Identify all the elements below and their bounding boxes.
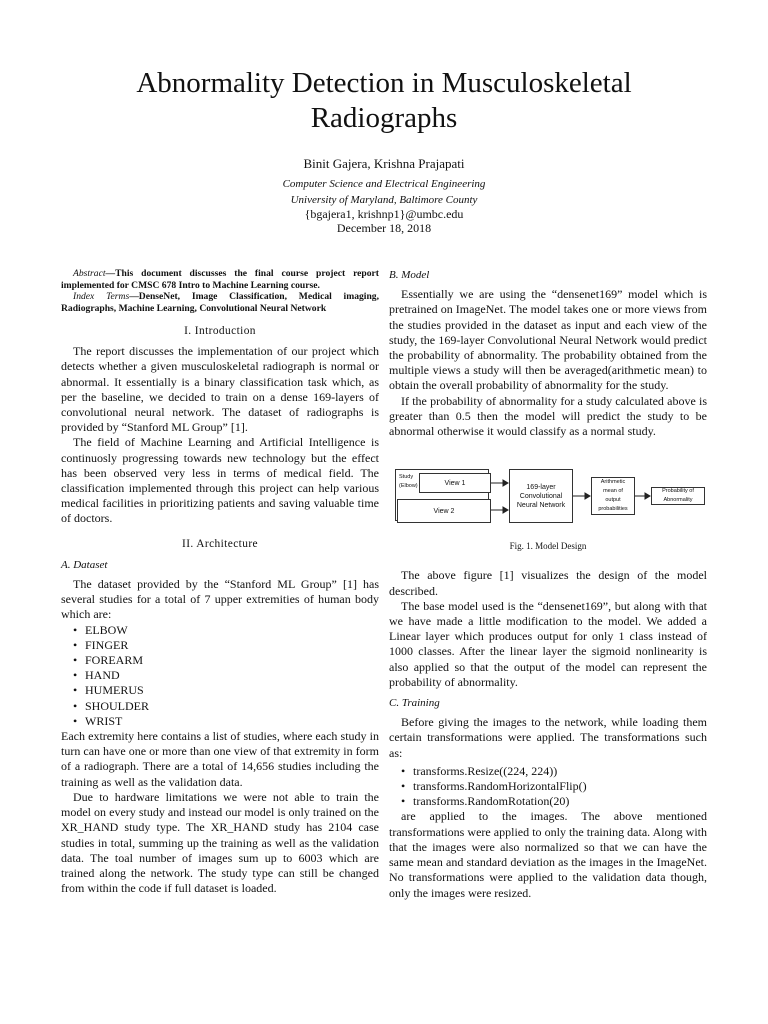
view1-box: View 1 — [419, 473, 491, 493]
paragraph: Due to hardware limitations we were not able to train the model on every study and instead our model is only trained on the XR_HAND study type. The XR_HAND study has 2104 case studies in total, summing up the training as well as the validation data. The toal number of images sum up to 6003 which are trained along the network. The study type can still be changed from within the code if full dataset is loaded. — [61, 789, 379, 896]
affiliation-line: University of Maryland, Baltimore County — [290, 194, 478, 206]
paragraph: Each extremity here contains a list of studies, where each study in turn can have one or more than one view of that extremity in form of a radiograph. There are a total of 14,656 studies including the training as well as the validation data. — [61, 729, 379, 789]
view2-box: View 2 — [397, 499, 491, 523]
paragraph: The field of Machine Learning and Artificial Intelligence is continuosly progressing towards new technology but the effect has been observed very less in terms of medical field. The classification implemented through this project can help various medical facilities in prioritizing patients and saving valuable time of doctors. — [61, 435, 379, 526]
list-item: • HUMERUS — [85, 683, 379, 698]
abstract-text: —This document discusses the final course project report implemented for CMSC 678 Intro to Machine Learning course. — [61, 268, 379, 291]
abstract-label: Abstract — [73, 268, 106, 279]
paper-title: Abnormality Detection in Musculoskeletal Radiographs — [136, 67, 632, 134]
list-item: • SHOULDER — [85, 699, 379, 714]
date: December 18, 2018 — [336, 221, 432, 235]
figure-caption: Fig. 1. Model Design — [509, 541, 587, 552]
index-terms-label: Index Terms — [73, 291, 130, 302]
subsection-heading: B. Model — [389, 269, 430, 281]
list-item: • HAND — [85, 668, 379, 683]
paragraph: Essentially we are using the “densenet169” model which is pretrained on ImageNet. The model takes one or more views from the studies provided in the dataset as input and each view of the study, the 169-layer Convolutional Neural Network would predict the probability of abnormality. The probability obtained from the multiple views a study will then be averaged(arithmetic mean) to obtain the overall probability of abnormality for the study. — [389, 287, 707, 393]
paragraph: If the probability of abnormality for a study calculated above is greater than 0.5 then the model will predict the study to be abnormal otherwise it would classify as a normal study. — [389, 393, 707, 439]
section-heading: II. Architecture — [182, 537, 258, 550]
index-terms — [61, 291, 379, 314]
probability-box: Probability of Abnormality — [651, 487, 705, 505]
model-design-figure — [389, 465, 707, 527]
subsection-heading: C. Training — [389, 697, 440, 710]
paragraph: The dataset provided by the “Stanford ML Group” [1] has several studies for a total of 7 upper extremities of human body which are: — [61, 577, 379, 622]
list-item: • transforms.RandomHorizontalFlip() — [413, 779, 707, 794]
section-heading: I. Introduction — [184, 325, 256, 337]
subsection-heading: A. Dataset — [61, 558, 108, 571]
list-item: • FINGER — [85, 638, 379, 653]
list-item: • ELBOW — [85, 623, 379, 638]
cnn-box: 169-layer Convolutional Neural Network — [509, 469, 573, 523]
affiliation-line: Computer Science and Electrical Engineering — [282, 178, 486, 190]
paragraph: The above figure [1] visualizes the design of the model described. — [389, 568, 707, 598]
list-item: • transforms.RandomRotation(20) — [413, 794, 707, 809]
transform-list — [389, 764, 707, 810]
abstract — [61, 268, 379, 291]
list-item: • transforms.Resize((224, 224)) — [413, 764, 707, 779]
list-item: • FOREARM — [85, 653, 379, 668]
email: {bgajera1, krishnp1}@umbc.edu — [304, 207, 464, 221]
study-label: Study (Elbow) — [399, 474, 418, 490]
list-item: • WRIST — [85, 714, 379, 729]
authors: Binit Gajera, Krishna Prajapati — [303, 156, 465, 171]
mean-box: Arithmetic mean of output probabilities — [591, 477, 635, 515]
paragraph: are applied to the images. The above mentioned transformations were applied to only the training data. Along with that the images were also normalized so that we can have the same mean and standard deviation as the images in the ImageNet. No transformations were applied to the validation data though, only the images were resized. — [389, 809, 707, 900]
paragraph: The base model used is the “densenet169”, but along with that we have made a little modification to the model. We added a Linear layer which produces output for only 1 class instead of 1000 classes. After the linear layer the sigmoid nonlinearity is also applied so that the output of the model can represent the probability of abnormality. — [389, 598, 707, 689]
extremity-list — [61, 623, 379, 729]
index-terms-text: —DenseNet, Image Classification, Medical imaging, Radiographs, Machine Learning, Convolutional Neural Network — [61, 291, 380, 314]
left-column — [61, 268, 379, 896]
affiliation — [184, 176, 584, 208]
paragraph: Before giving the images to the network, while loading them certain transformations were applied. The transformations such as: — [389, 715, 707, 760]
right-column — [389, 268, 707, 901]
paragraph: The report discusses the implementation of our project which detects whether a given musculoskeletal radiograph is normal or abnormal. It essentially is a binary classification task which, as per the baseline, we decided to train on a dense 169-layers of convolutional neural network. The dataset of radiographs is provided by “Stanford ML Group” [1]. — [61, 344, 379, 435]
